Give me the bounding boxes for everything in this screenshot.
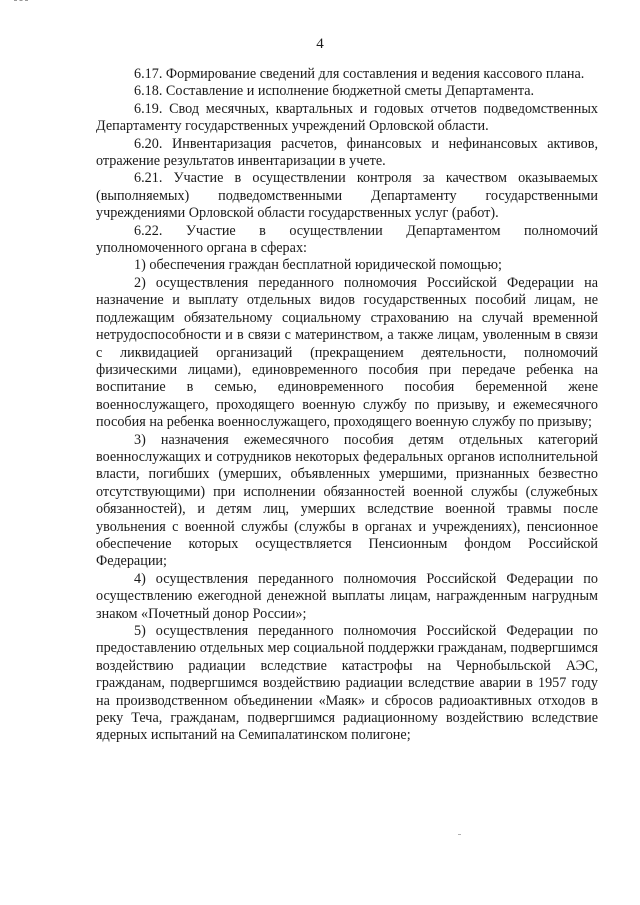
scan-mark: [14, 0, 28, 4]
paragraph-6-21: 6.21. Участие в осуществлении контроля за качеством оказываемых (выполняемых) подведомственными Департаменту государственными учреждениями Орловской области государственных услуг (работ).: [96, 170, 598, 222]
list-item-4: 4) осуществления переданного полномочия Российской Федерации по осуществлению ежегодной денежной выплаты лицам, награжденным нагрудным знаком «Почетный донор России»;: [96, 570, 598, 622]
list-item-2: 2) осуществления переданного полномочия Российской Федерации на назначение и выплату отдельных видов государственных пособий лицам, не подлежащим обязательному социальному страхованию на случай временной нетрудоспособности и в связи с материнством, а также лицам, уволенным в связи с ликвидацией организаций (прекращением деятельности, полномочий физическими лицами), единовременного пособия при передаче ребенка на воспитание в семью, единовременного пособия беременной жене военнослужащего, проходящего военную службу по призыву, и ежемесячного пособия на ребенка военнослужащего, проходящего военную службу по призыву;: [96, 274, 598, 431]
list-item-3: 3) назначения ежемесячного пособия детям отдельных категорий военнослужащих и сотрудников некоторых федеральных органов исполнительной власти, погибших (умерших, объявленных умершими, признанных безвестно отсутствующими) при исполнении обязанностей военной службы (служебных обязанностей), и детям лиц, умерших вследствие военной травмы после увольнения с военной службы (службы в органах и учреждениях), пенсионное обеспечение которых осуществляется Пенсионным фондом Российской Федерации;: [96, 431, 598, 570]
list-item-1: 1) обеспечения граждан бесплатной юридической помощью;: [134, 257, 502, 274]
page-number: 4: [316, 36, 324, 52]
list-item-5: 5) осуществления переданного полномочия Российской Федерации по предоставлению отдельных мер социальной поддержки гражданам, подвергшимся воздействию радиации вследствие катастрофы на Чернобыльской АЭС, гражданам, подвергшимся воздействию радиации вследствие аварии в 1957 году на производственном объединении «Маяк» и сбросов радиоактивных отходов в реку Теча, гражданам, подвергшимся радиационному воздействию вследствие ядерных испытаний на Семипалатинском полигоне;: [96, 623, 598, 744]
paragraph-6-20: 6.20. Инвентаризация расчетов, финансовых и нефинансовых активов, отражение результатов инвентаризации в учете.: [96, 135, 598, 170]
document-body: [96, 66, 598, 745]
paragraph-6-19: 6.19. Свод месячных, квартальных и годовых отчетов подведомственных Департаменту государственных учреждений Орловской области.: [96, 100, 598, 135]
paragraph-6-17: 6.17. Формирование сведений для составления и ведения кассового плана.: [134, 66, 585, 82]
paragraph-6-18: 6.18. Составление и исполнение бюджетной сметы Департамента.: [134, 83, 535, 100]
scan-speck: [458, 834, 461, 835]
paragraph-6-22: 6.22. Участие в осуществлении Департаментом полномочий уполномоченного органа в сферах:: [96, 222, 598, 257]
